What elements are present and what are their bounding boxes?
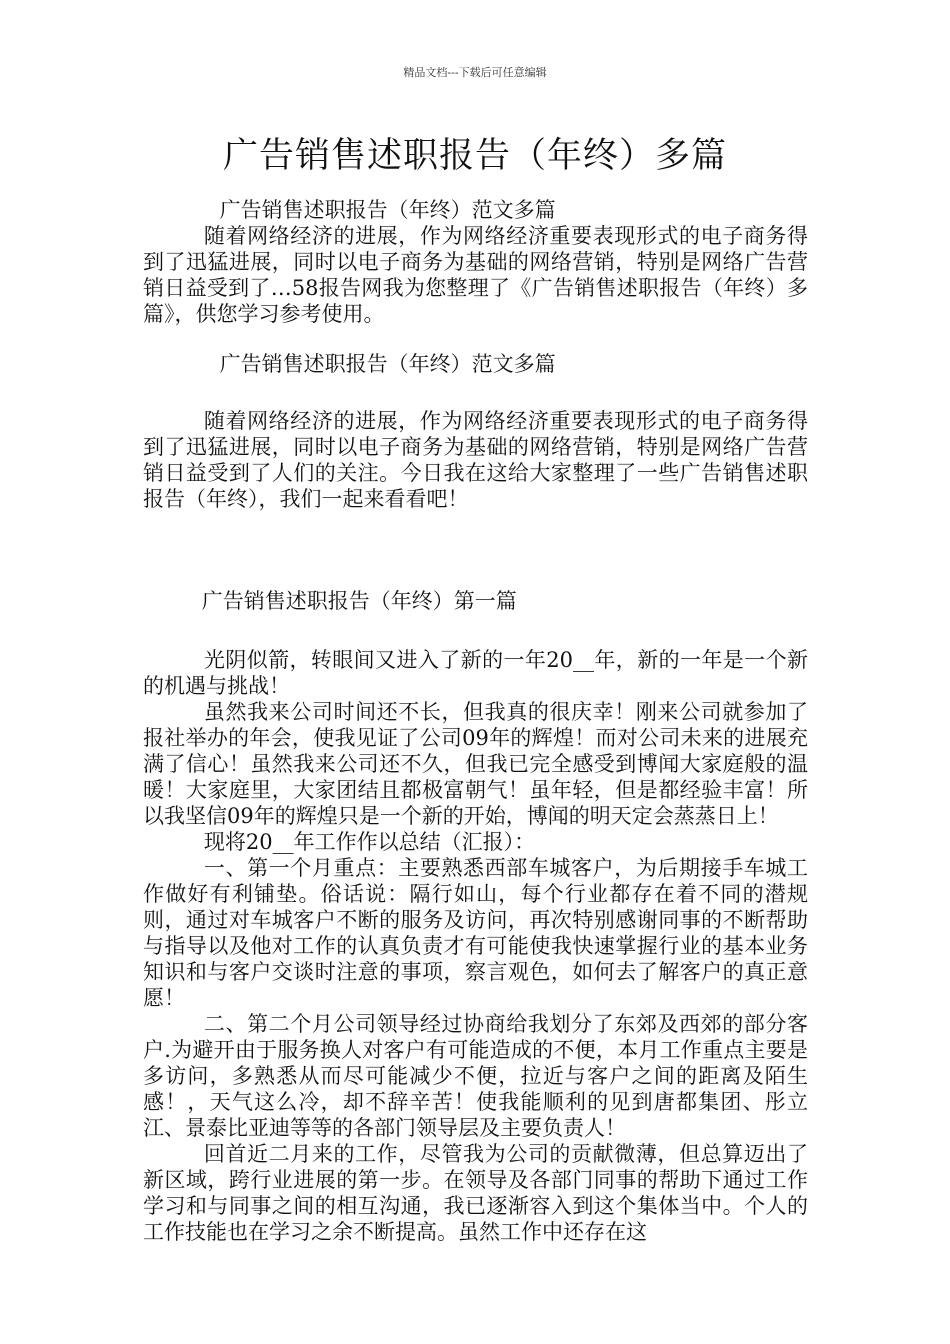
body-paragraph: 一、第一个月重点：主要熟悉西部车城客户，为后期接手车城工作做好有利铺垫。俗话说：隔行如山，每个行业都存在着不同的潜规则，通过对车城客户不断的服务及访问，再次特别感谢同事的不断帮助与指导以及他对工作的认真负责才有可能使我快速掌握行业的基本业务知识和与客户交谈时注意的事项，察言观色，如何去了解客户的真正意愿！ bbox=[143, 856, 808, 1010]
body-paragraph: 二、第二个月公司领导经过协商给我划分了东郊及西郊的部分客户.为避开由于服务换人对客户有可能造成的不便，本月工作重点主要是多访问，多熟悉从而尽可能减少不便，拉近与客户之间的距离及陌生感！，天气这么冷，却不辞辛苦！使我能顺利的见到唐都集团、彤立江、景泰比亚迪等等的各部门领导层及主要负责人！ bbox=[143, 1012, 808, 1140]
intro-paragraph-1: 随着网络经济的进展，作为网络经济重要表现形式的电子商务得到了迅猛进展，同时以电子商务为基础的网络营销，特别是网络广告营销日益受到了…58报告网我为您整理了《广告销售述职报告（年终）多篇》，供您学习参考使用。 bbox=[143, 224, 808, 326]
body-paragraph: 光阴似箭，转眼间又进入了新的一年20__年，新的一年是一个新的机遇与挑战！ bbox=[143, 648, 808, 698]
body-paragraph: 虽然我来公司时间还不长，但我真的很庆幸！刚来公司就参加了报社举办的年会，使我见证了公司09年的辉煌！而对公司未来的进展充满了信心！虽然我来公司还不久，但我已完全感受到博闻大家庭般的温暖！大家庭里，大家团结且都极富朝气！虽年轻，但是都经验丰富！所以我坚信09年的辉煌只是一个新的开始，博闻的明天定会蒸蒸日上！ bbox=[143, 700, 808, 828]
document-title: 广告销售述职报告（年终）多篇 bbox=[222, 136, 727, 176]
page-header: 精品文档---下载后可任意编辑 bbox=[403, 66, 547, 79]
intro-paragraph-2: 随着网络经济的进展，作为网络经济重要表现形式的电子商务得到了迅猛进展，同时以电子商务为基础的网络营销，特别是网络广告营销日益受到了人们的关注。今日我在这给大家整理了一些广告销售述职报告（年终），我们一起来看看吧！ bbox=[143, 409, 808, 511]
subtitle-2: 广告销售述职报告（年终）范文多篇 bbox=[219, 352, 556, 376]
subtitle-1: 广告销售述职报告（年终）范文多篇 bbox=[219, 198, 556, 222]
document-body bbox=[143, 197, 808, 1245]
body-paragraph: 回首近二月来的工作，尽管我为公司的贡献微薄，但总算迈出了新区域，跨行业进展的第一步。在领导及各部门同事的帮助下通过工作学习和与同事之间的相互沟通，我已逐渐容入到这个集体当中。个人的工作技能也在学习之余不断提高。虽然工作中还存在这 bbox=[143, 1142, 808, 1244]
section-title: 广告销售述职报告（年终）第一篇 bbox=[201, 589, 517, 613]
body-paragraph: 现将20__年工作作以总结（汇报）： bbox=[203, 830, 536, 854]
